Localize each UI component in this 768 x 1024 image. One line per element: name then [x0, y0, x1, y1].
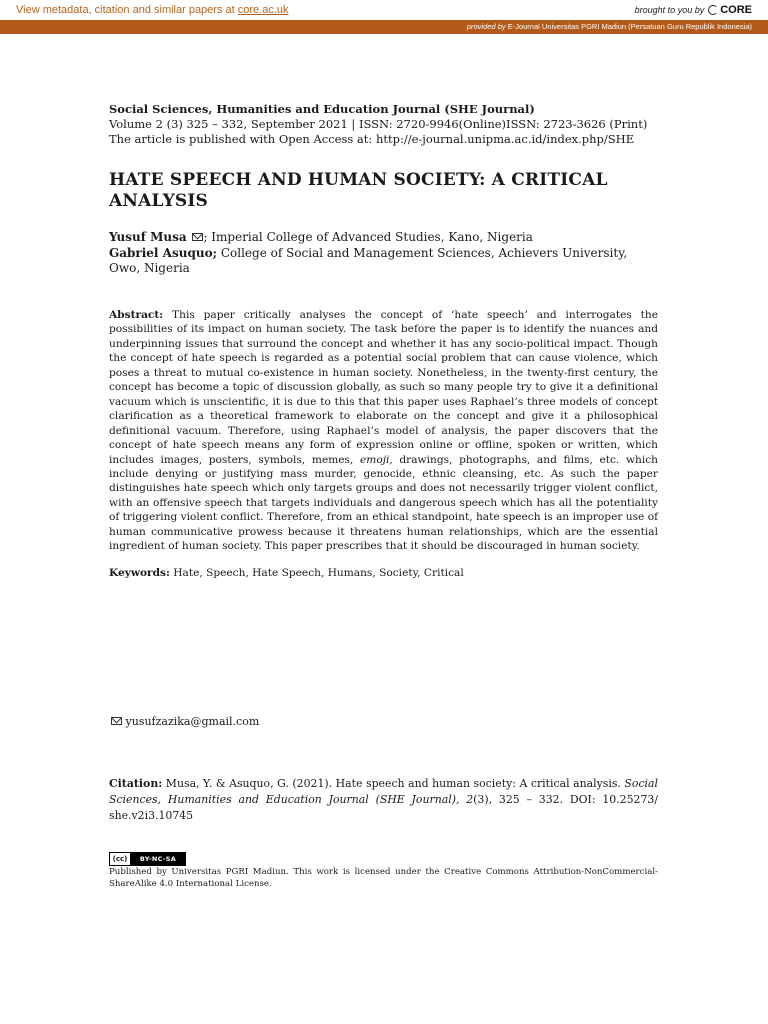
author-2 [109, 246, 658, 277]
brought-text: brought to you by [634, 5, 705, 15]
abstract-text-1: This paper critically analyses the concept of ‘hate speech’ and interrogates the possibilities of its impact on human society. The task before the paper is to identify the nuances and underpinning issues that surround the concept and whether it has any socio-political impact. Though the concept of hate speech is regarded as a potential social problem that can cause violence, which poses a threat to mutual co-existence in human society. Nonetheless, in the twenty-first century, the concept has become a topic of discussion globally, as such so many people try to give it a definitional vacuum which is unscientific, it is due to this that this paper uses Raphael’s three models of concept clarification as a theoretical framework to elaborate on the concept and give it a philosophical definitional vacuum. Therefore, using Raphael’s model of analysis, the paper discovers that the concept of hate speech means any form of expression online or offline, spoken or written, which includes images, posters, symbols, memes, [109, 309, 658, 466]
envelope-icon [192, 233, 203, 241]
keywords [109, 566, 658, 580]
keywords-text: Hate, Speech, Hate Speech, Humans, Society, Critical [169, 567, 464, 579]
journal-info [109, 102, 658, 147]
citation-journal: Social Sciences, Humanities and Education Journal (SHE Journal), 2 [109, 777, 658, 806]
cc-icon: (cc) [110, 853, 131, 865]
abstract-text-2: drawings, photographs, and films, etc. which include denying or justifying mass murder, genocide, ethnic cleansing, etc. As such the paper distinguishes hate speech which only targets groups and does not necessarily trigger violent conflict, with an offensive speech that targets individuals and dangerous speech which has all the potentiality of triggering violent conflict. Therefore, from an ethical standpoint, hate speech is an improper use of human communicative prowess because it threatens human relationships, which are the essential ingredient of human society. This paper prescribes that it should be discouraged in human society. [109, 453, 658, 553]
envelope-icon [111, 717, 122, 725]
email-address[interactable]: yusufzazika@gmail.com [125, 715, 260, 728]
provided-text: E-Journal Universitas PGRI Madiun (Persatuan Guru Republik Indonesia) [505, 22, 752, 31]
core-link[interactable]: core.ac.uk [237, 4, 289, 16]
journal-volume-line: Volume 2 (3) 325 – 332, September 2021 | ISSN: 2720-9946(Online)ISSN: 2723-3626 (Print) [109, 117, 648, 131]
citation-label: Citation: [109, 777, 163, 790]
cc-license-badge[interactable] [109, 852, 186, 866]
abstract [109, 308, 658, 554]
citation [109, 776, 658, 824]
citation-text-2: (3), 325 – 332. DOI: 10.25273/ she.v2i3.10745 [109, 793, 658, 822]
contact-email [109, 715, 658, 729]
journal-name: Social Sciences, Humanities and Education Journal (SHE Journal) [109, 102, 535, 116]
author-1-affiliation: ; Imperial College of Advanced Studies, Kano, Nigeria [203, 230, 533, 244]
license-text: Published by Universitas PGRI Madiun. This work is licensed under the Creative Commons Attribution-NonCommercial-ShareAlike 4.0 International License. [109, 867, 658, 889]
metadata-text: View metadata, citation and similar papers at [16, 4, 238, 16]
author-2-affiliation: College of Social and Management Sciences, Achievers University, Owo, Nigeria [109, 245, 628, 275]
cc-terms: BY-NC-SA [131, 853, 185, 865]
journal-access-line: The article is published with Open Access at: http://e-journal.unipma.ac.id/index.php/SHE [109, 132, 635, 146]
author-list [109, 230, 658, 277]
core-name: CORE [720, 4, 752, 16]
author-1 [109, 230, 658, 246]
author-2-name: Gabriel Asuquo; [109, 245, 218, 260]
core-logo-icon [707, 4, 717, 16]
citation-text-1: Musa, Y. & Asuquo, G. (2021). Hate speech and human society: A critical analysis. [162, 777, 625, 790]
core-brought-by[interactable] [635, 4, 752, 16]
abstract-emoji: emoji, [360, 453, 393, 466]
author-1-name: Yusuf Musa [109, 230, 187, 244]
core-header [0, 0, 768, 20]
core-provider-bar[interactable] [0, 20, 768, 34]
article-title [109, 170, 658, 212]
provided-prefix: provided by [466, 22, 506, 31]
title-line-1: HATE SPEECH AND HUMAN SOCIETY: A CRITICAL [109, 170, 608, 190]
abstract-label: Abstract: [109, 309, 164, 321]
keywords-label: Keywords: [109, 567, 170, 579]
metadata-notice [16, 4, 289, 16]
title-line-2: ANALYSIS [109, 191, 209, 211]
